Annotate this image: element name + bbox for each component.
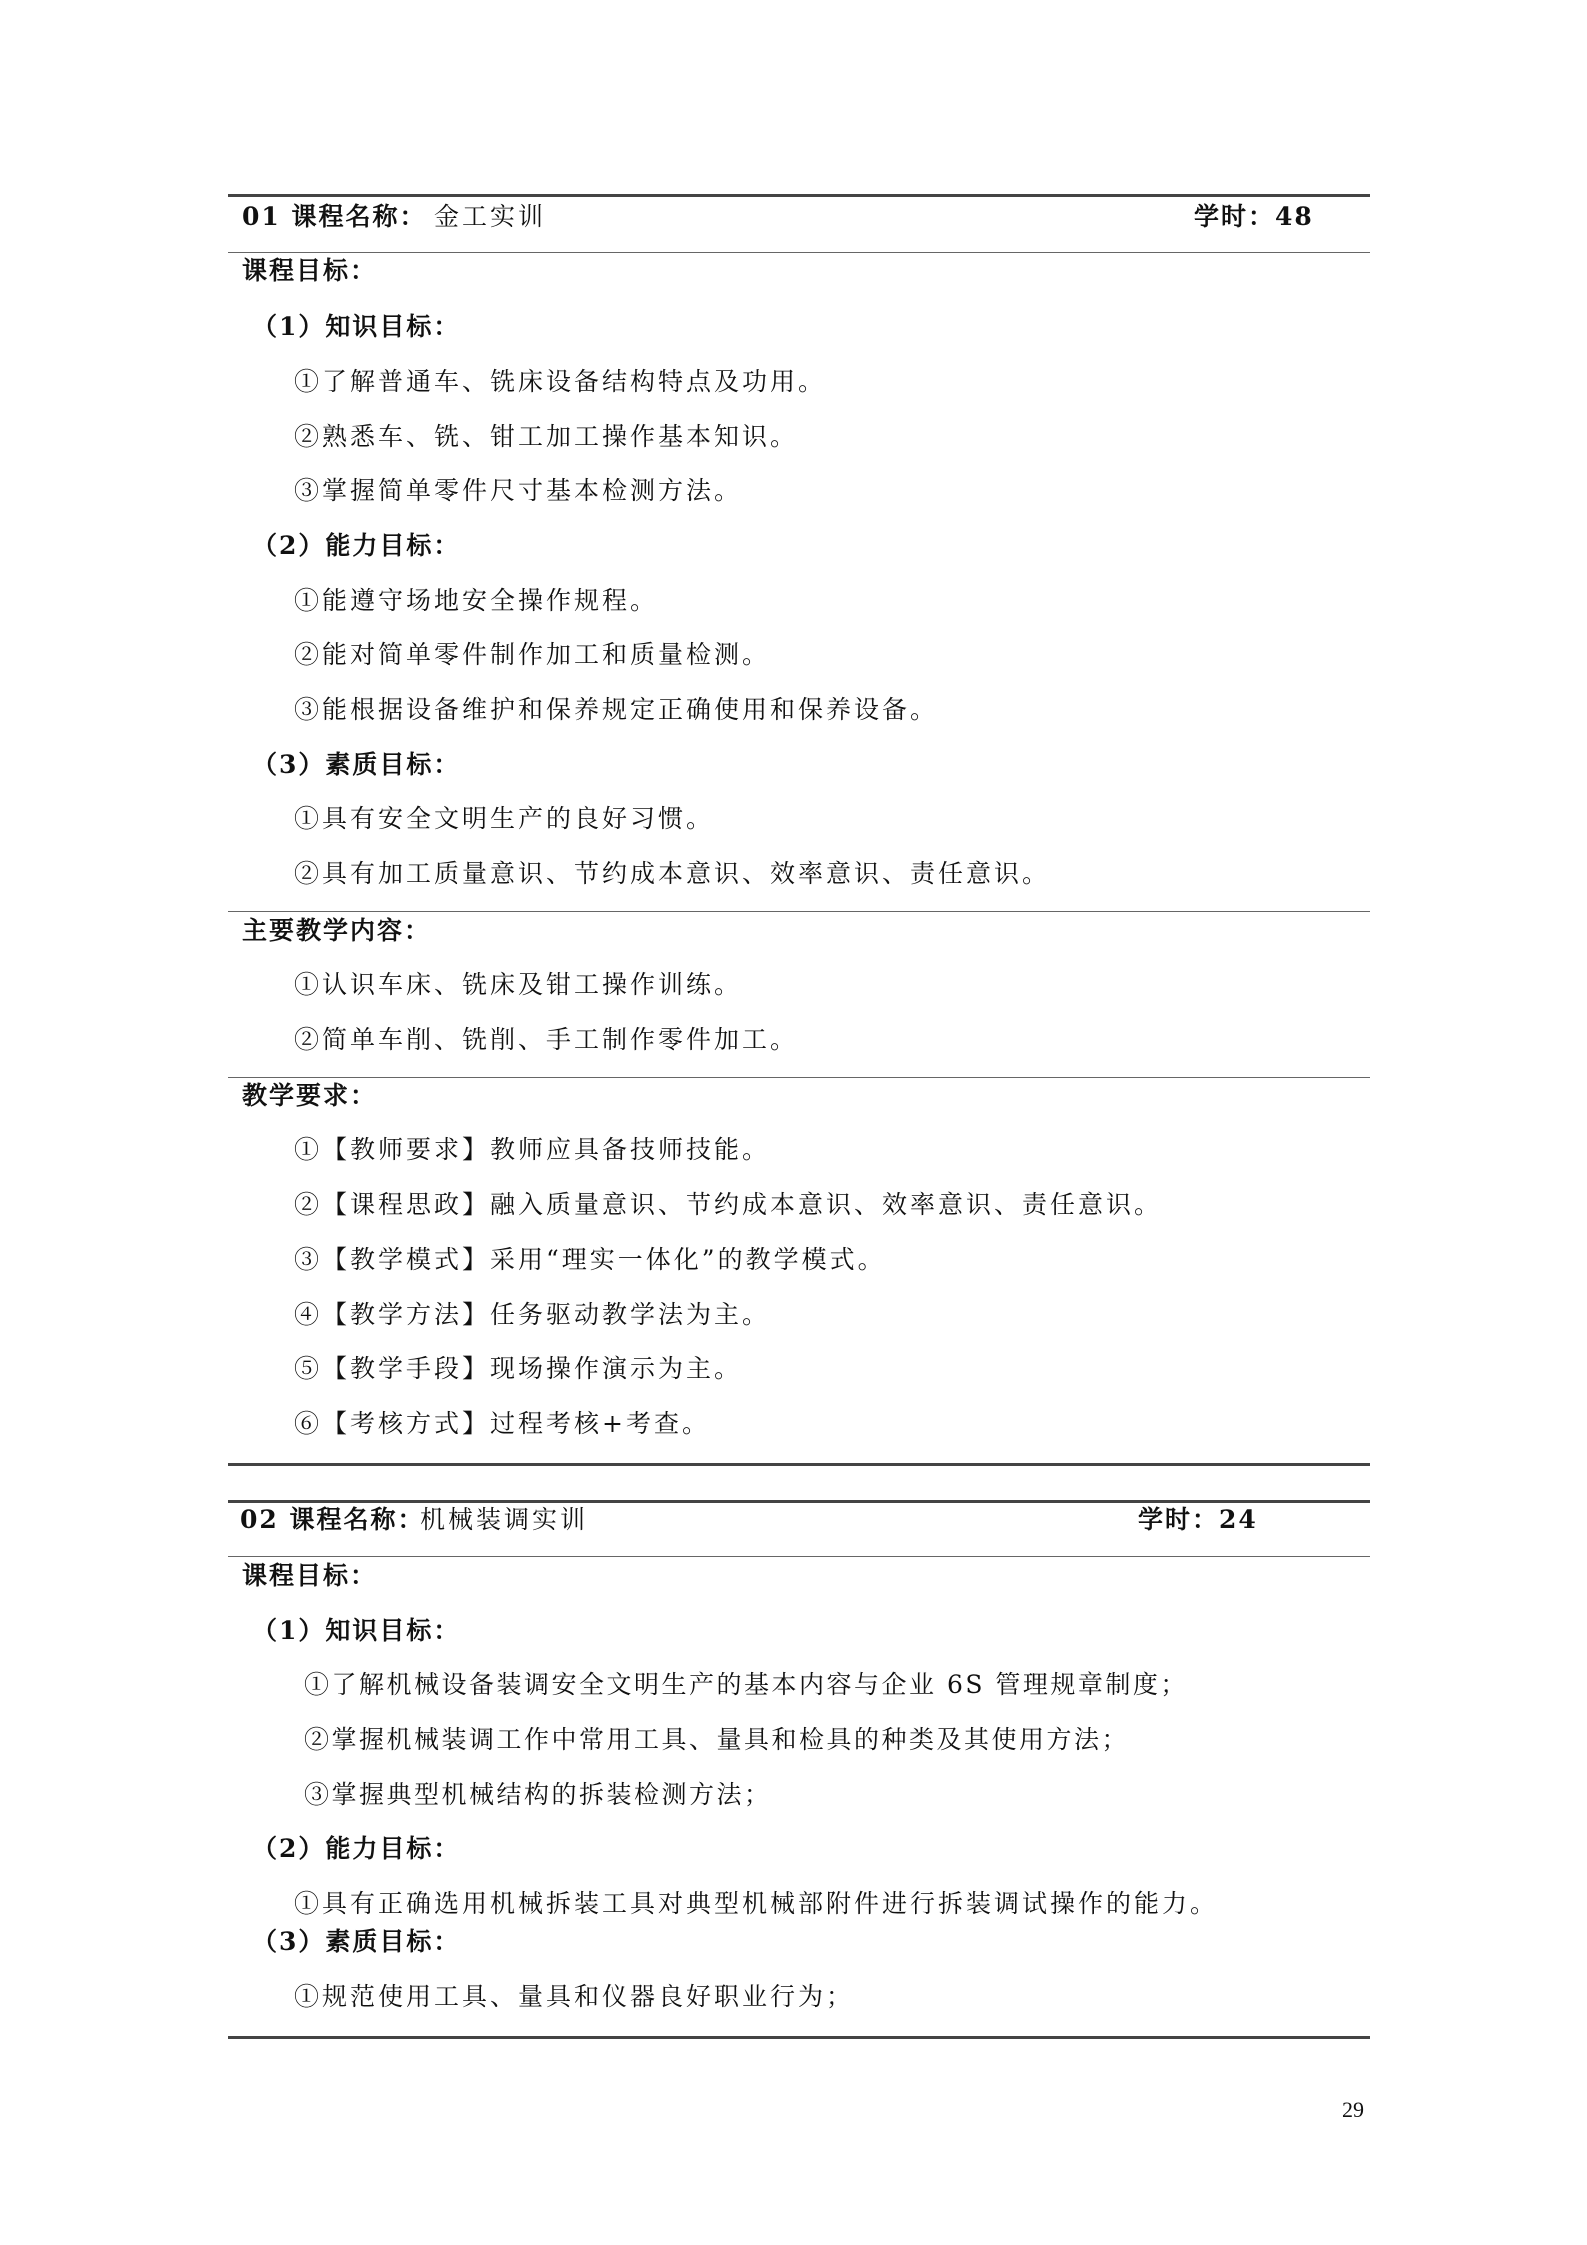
requirements-title: 教学要求： bbox=[242, 1081, 378, 1110]
knowledge-goal-item: ②熟悉车、铣、钳工加工操作基本知识。 bbox=[294, 422, 799, 451]
requirement-item: ④【教学方法】任务驱动教学法为主。 bbox=[294, 1300, 771, 1329]
quality-goal-item: ②具有加工质量意识、节约成本意识、效率意识、责任意识。 bbox=[294, 859, 1051, 888]
requirement-item: ⑤【教学手段】现场操作演示为主。 bbox=[294, 1354, 743, 1383]
content-title: 主要教学内容： bbox=[242, 916, 432, 945]
course-name: 机械装调实训 bbox=[420, 1505, 589, 1534]
course-02-table bbox=[228, 0, 1370, 2050]
knowledge-goal-item: ③掌握典型机械结构的拆装检测方法； bbox=[304, 1780, 772, 1809]
content-item: ①认识车床、铣床及钳工操作训练。 bbox=[294, 970, 743, 999]
content-item: ②简单车削、铣削、手工制作零件加工。 bbox=[294, 1025, 799, 1054]
course-header-label: 01 课程名称： bbox=[242, 202, 427, 231]
course-hours: 学时：48 bbox=[1194, 202, 1314, 231]
requirement-item: ⑥【考核方式】过程考核+考查。 bbox=[294, 1409, 710, 1438]
quality-goals-title: （3）素质目标： bbox=[252, 1927, 461, 1956]
requirement-item: ③【教学模式】采用“理实一体化”的教学模式。 bbox=[294, 1245, 886, 1274]
knowledge-goals-title: （1）知识目标： bbox=[252, 1616, 461, 1645]
knowledge-goal-item: ②掌握机械装调工作中常用工具、量具和检具的种类及其使用方法； bbox=[304, 1725, 1130, 1754]
knowledge-goals-title: （1）知识目标： bbox=[252, 312, 461, 341]
requirement-item: ①【教师要求】教师应具备技师技能。 bbox=[294, 1135, 771, 1164]
course-header-label: 02 课程名称： bbox=[240, 1505, 425, 1534]
ability-goal-item: ①具有正确选用机械拆装工具对典型机械部附件进行拆装调试操作的能力。 bbox=[294, 1889, 1219, 1918]
course-hours: 学时：24 bbox=[1138, 1505, 1258, 1534]
goals-title: 课程目标： bbox=[242, 1561, 378, 1590]
knowledge-goal-item: ①了解机械设备装调安全文明生产的基本内容与企业 6S 管理规章制度； bbox=[304, 1670, 1188, 1699]
ability-goals-title: （2）能力目标： bbox=[252, 531, 461, 560]
ability-goal-item: ①能遵守场地安全操作规程。 bbox=[294, 586, 659, 615]
page-number: 29 bbox=[1342, 2097, 1364, 2122]
quality-goal-item: ①具有安全文明生产的良好习惯。 bbox=[294, 804, 715, 833]
ability-goal-item: ③能根据设备维护和保养规定正确使用和保养设备。 bbox=[294, 695, 939, 724]
knowledge-goal-item: ③掌握简单零件尺寸基本检测方法。 bbox=[294, 476, 743, 505]
table-top-rule bbox=[228, 1500, 1370, 1503]
quality-goals-title: （3）素质目标： bbox=[252, 750, 461, 779]
course-name: 金工实训 bbox=[434, 202, 547, 231]
requirement-item: ②【课程思政】融入质量意识、节约成本意识、效率意识、责任意识。 bbox=[294, 1190, 1163, 1219]
table-bottom-rule bbox=[228, 2036, 1370, 2039]
goals-title: 课程目标： bbox=[242, 256, 378, 285]
ability-goals-title: （2）能力目标： bbox=[252, 1834, 461, 1863]
ability-goal-item: ②能对简单零件制作加工和质量检测。 bbox=[294, 640, 771, 669]
knowledge-goal-item: ①了解普通车、铣床设备结构特点及功用。 bbox=[294, 367, 827, 396]
header-divider bbox=[228, 1556, 1370, 1557]
quality-goal-item: ①规范使用工具、量具和仪器良好职业行为； bbox=[294, 1982, 855, 2011]
